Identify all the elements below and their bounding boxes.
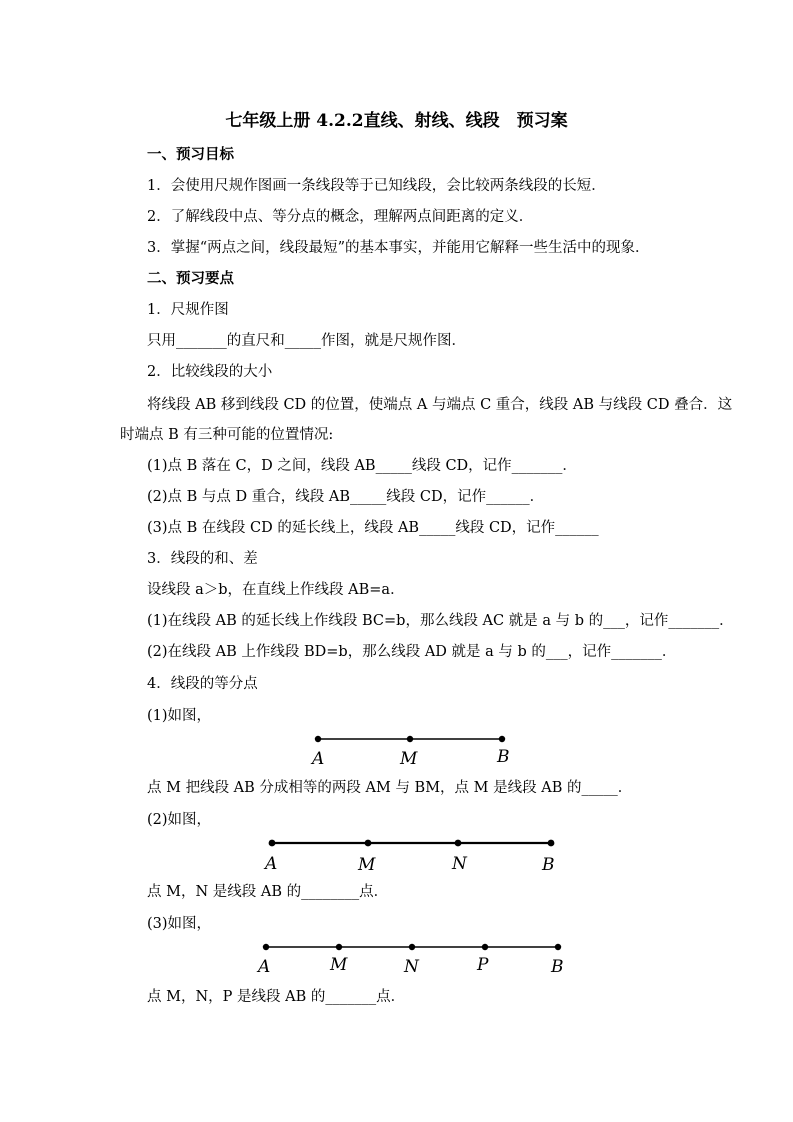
figure3-diagram [256, 944, 564, 977]
document-title: 七年级上册 4.2.2直线、射线、线段 预习案 [225, 111, 568, 131]
figure2-caption: (2)如图， [147, 812, 212, 828]
goal-item-1: 1．会使用尺规作图画一条线段等于已知线段，会比较两条线段的长短． [147, 178, 606, 194]
figure1-point-a [315, 736, 321, 742]
figure3-label-a: A [258, 957, 271, 977]
figure1-label-a: A [312, 749, 325, 769]
point1-text: 只用_______的直尺和_____作图，就是尺规作图． [147, 333, 466, 349]
figure2-label-n: N [452, 854, 467, 874]
figure3-label-p: P [477, 955, 489, 975]
figure1-label-m: M [400, 749, 418, 769]
point2-text-line1: 将线段 AB 移到线段 CD 的位置，使端点 A 与端点 C 重合，线段 AB 与线段 CD 叠合．这 [147, 397, 733, 413]
point2-title: 2．比较线段的大小 [147, 364, 273, 380]
figure3-point-n [409, 944, 415, 950]
figure2-point-n [455, 840, 462, 847]
figure3-label-n: N [404, 957, 419, 977]
point2-case3: (3)点 B 在线段 CD 的延长线上，线段 AB_____线段 CD，记作______ [147, 520, 599, 536]
figure1-point-m [407, 736, 413, 742]
figure1-diagram [310, 736, 510, 769]
figure2-diagram [263, 840, 555, 875]
section2-heading: 二、预习要点 [147, 270, 234, 287]
figure3-point-a [263, 944, 269, 950]
section1-heading: 一、预习目标 [147, 146, 234, 163]
figure2-point-b [548, 840, 555, 847]
point3-title: 3．线段的和、差 [147, 551, 258, 567]
figure3-label-m: M [330, 955, 348, 975]
figure2-label-a: A [265, 854, 278, 874]
figure1-label-b: B [497, 747, 510, 767]
figure3-point-b [555, 944, 561, 950]
goal-item-3: 3．掌握“两点之间，线段最短”的基本事实，并能用它解释一些生活中的现象． [147, 240, 650, 256]
figure3-text: 点 M，N，P 是线段 AB 的_______点． [147, 989, 406, 1005]
figure2-point-a [269, 840, 276, 847]
figure2-label-b: B [542, 855, 555, 875]
figure3-caption: (3)如图， [147, 916, 212, 932]
point2-case1: (1)点 B 落在 C，D 之间，线段 AB_____线段 CD，记作_______． [147, 458, 577, 474]
point3-text: 设线段 a＞b，在直线上作线段 AB=a． [147, 582, 405, 598]
point3-case2: (2)在线段 AB 上作线段 BD=b，那么线段 AD 就是 a 与 b 的___，记作_______． [147, 644, 677, 660]
figure3-label-b: B [551, 957, 564, 977]
point2-case2: (2)点 B 与点 D 重合，线段 AB_____线段 CD，记作______． [147, 489, 545, 505]
point3-case1: (1)在线段 AB 的延长线上作线段 BC=b，那么线段 AC 就是 a 与 b 的___，记作_______． [147, 613, 734, 629]
figure1-text: 点 M 把线段 AB 分成相等的两段 AM 与 BM，点 M 是线段 AB 的_____． [147, 780, 633, 796]
point1-title: 1．尺规作图 [147, 302, 229, 318]
goal-item-2: 2．了解线段中点、等分点的概念，理解两点间距离的定义． [147, 209, 534, 225]
figure3-point-m [336, 944, 342, 950]
figure2-label-m: M [358, 855, 376, 875]
figure3-point-p [482, 944, 488, 950]
figure2-point-m [365, 840, 372, 847]
figure1-point-b [499, 736, 505, 742]
figure2-text: 点 M，N 是线段 AB 的________点． [147, 884, 389, 900]
point2-text-line2: 时端点 B 有三种可能的位置情况: [120, 427, 334, 443]
point4-title: 4．线段的等分点 [147, 676, 258, 692]
figure1-caption: (1)如图， [147, 708, 212, 724]
